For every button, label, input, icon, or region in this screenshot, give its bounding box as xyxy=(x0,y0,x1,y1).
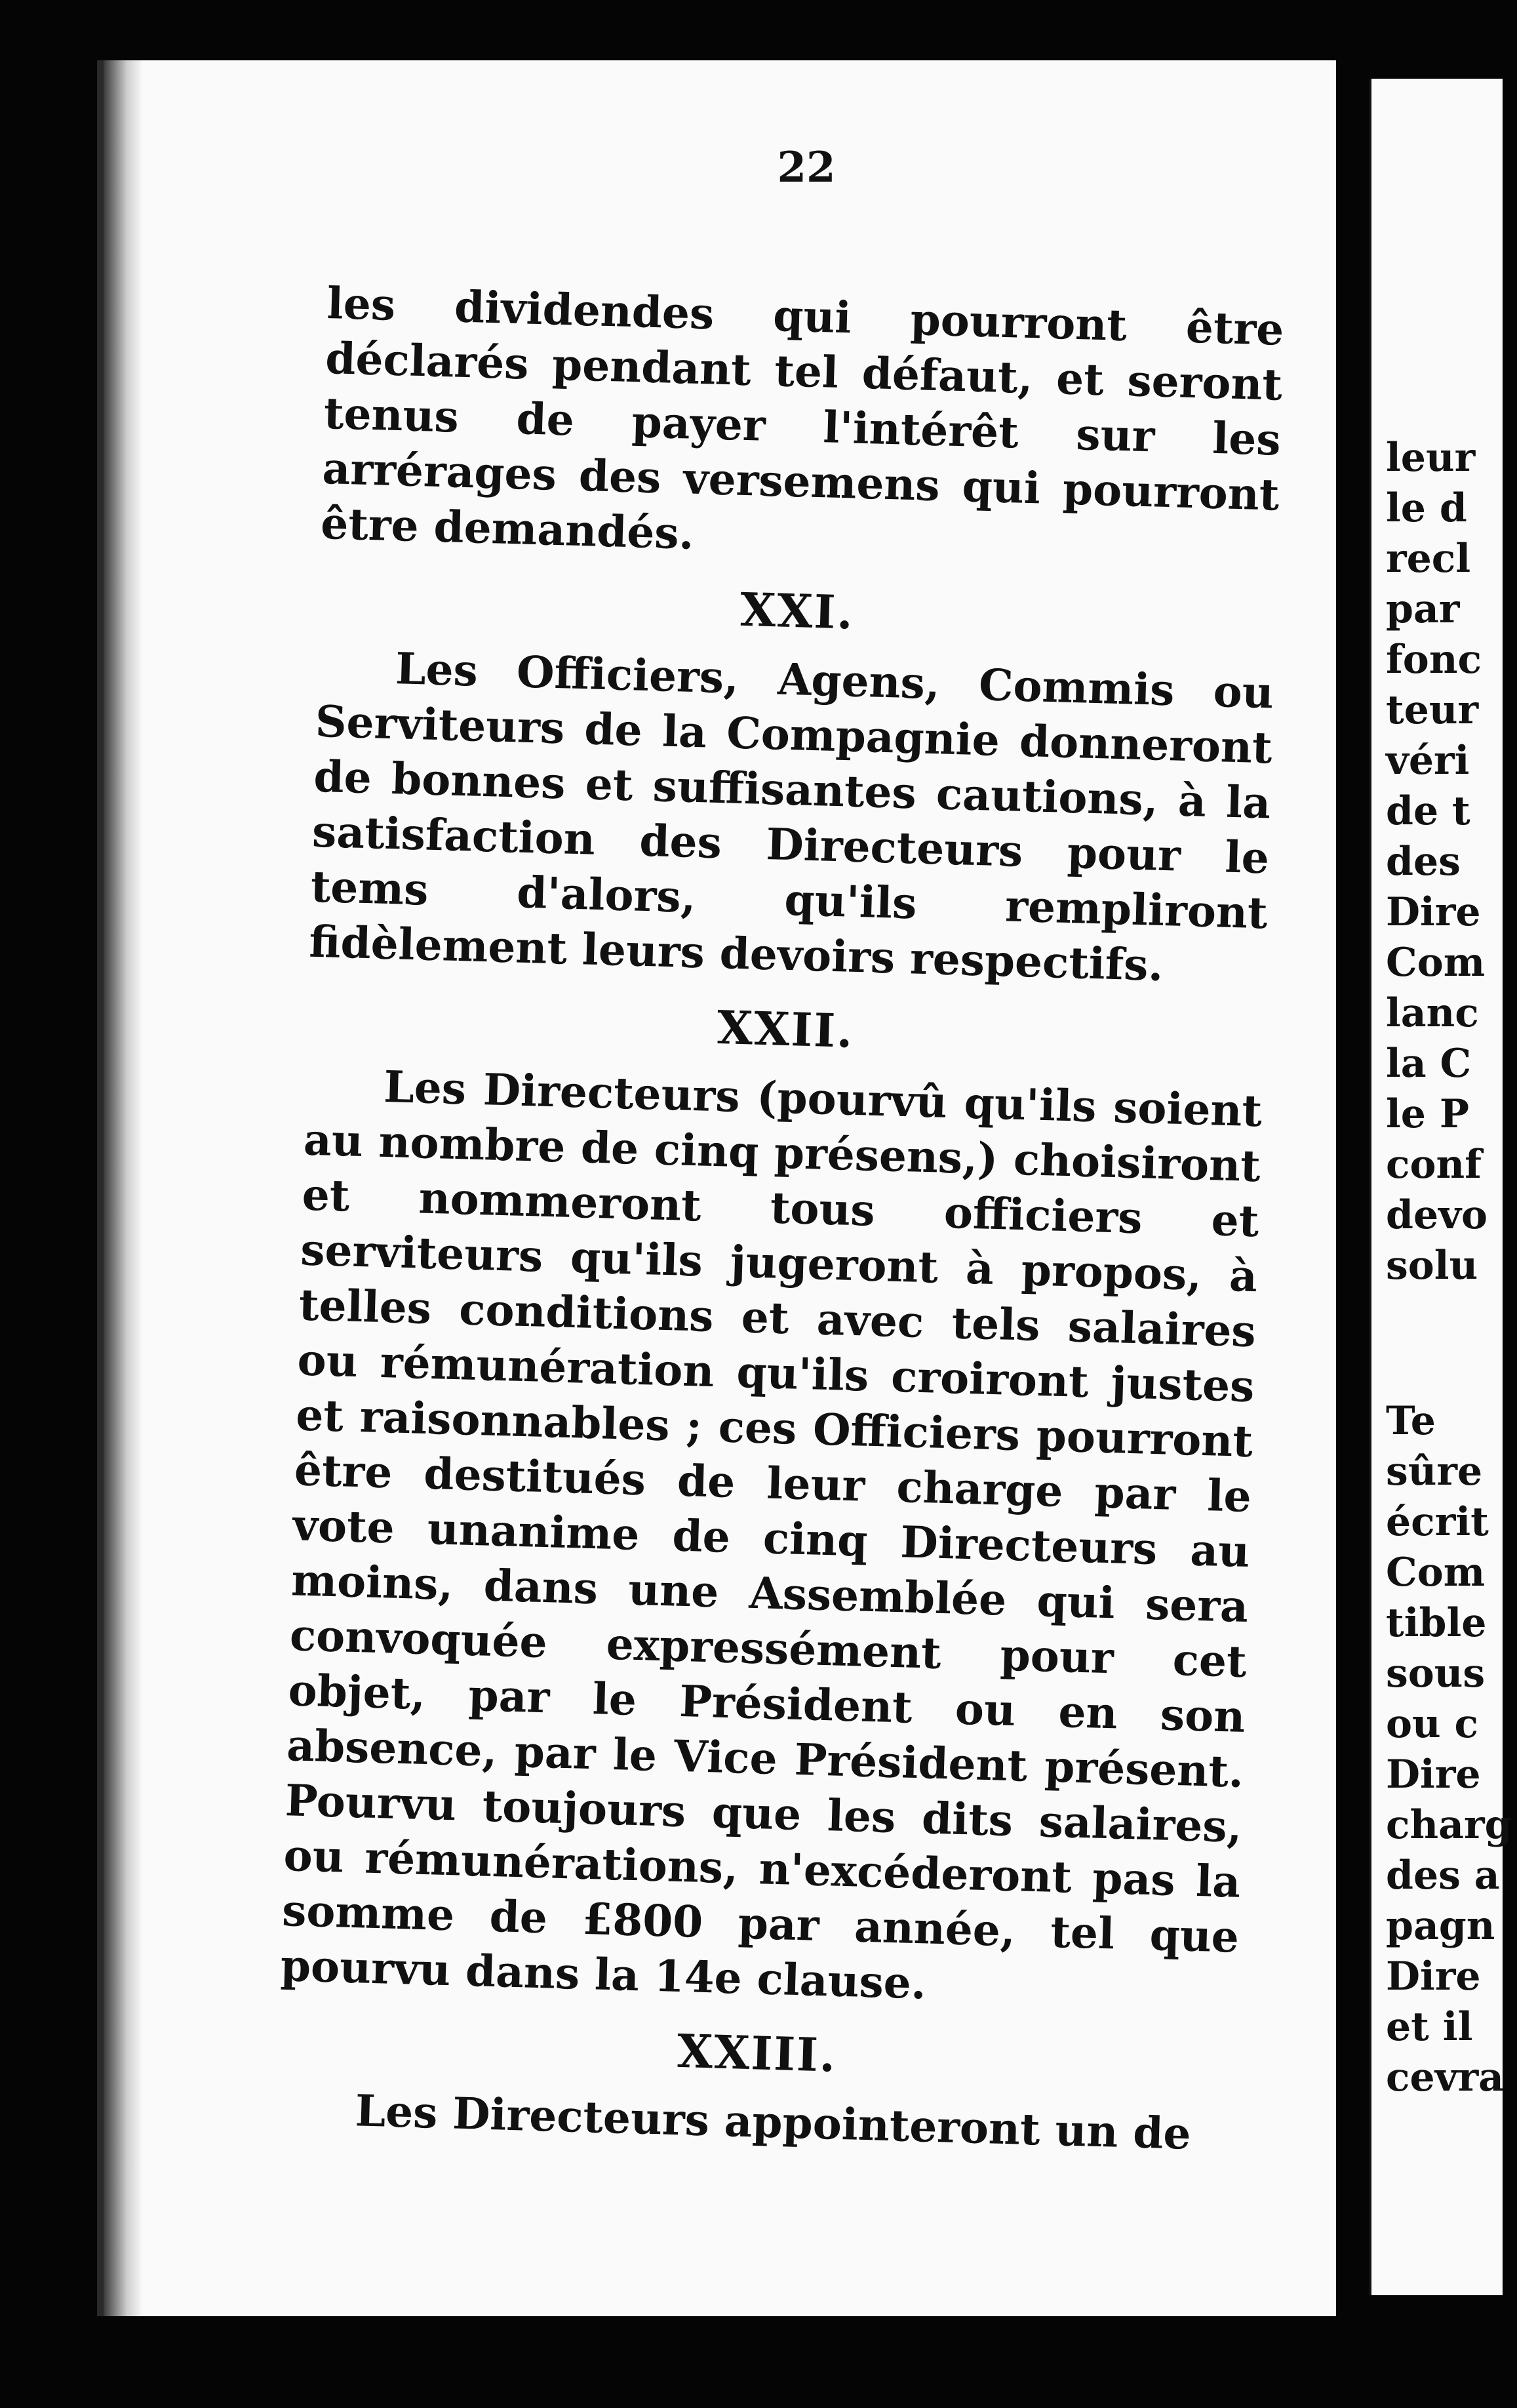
right-line: teur xyxy=(1386,687,1479,733)
right-line: le d xyxy=(1386,485,1467,531)
right-line: charg xyxy=(1386,1802,1512,1848)
right-line: solu xyxy=(1386,1243,1478,1289)
right-line: pagn xyxy=(1386,1903,1495,1949)
right-line: ou c xyxy=(1386,1701,1479,1747)
right-line: des xyxy=(1386,839,1461,885)
right-line: véri xyxy=(1386,738,1470,784)
right-line: des a xyxy=(1386,1853,1500,1898)
right-line: leur xyxy=(1386,435,1476,481)
right-line: Com xyxy=(1386,940,1486,986)
right-line: et il xyxy=(1386,2004,1473,2050)
right-page-gap xyxy=(1386,1291,1517,1396)
right-line: devo xyxy=(1386,1192,1488,1238)
right-page-text xyxy=(1386,433,1517,2103)
page-text xyxy=(276,275,1285,2163)
right-line: sous xyxy=(1386,1651,1486,1696)
page-number: 22 xyxy=(777,143,836,192)
right-line: de t xyxy=(1386,788,1470,834)
article-heading-xxii: XXII. xyxy=(716,1000,855,1058)
right-line: sûre xyxy=(1386,1449,1483,1495)
right-line: le P xyxy=(1386,1091,1469,1137)
paragraph-continuation: les dividendes qui pourront être déclarés pendant tel défaut, et seront tenus de payer l'intérêt sur les arrérages des versemens qui pourront être demandés. xyxy=(320,277,1285,559)
right-line: recl xyxy=(1386,536,1471,582)
article-heading-xxi: XXI. xyxy=(739,582,855,640)
right-line: Dire xyxy=(1386,1954,1481,1999)
paragraph-article-xxi: Les Officiers, Agens, Commis ou Serviteurs de la Compagnie donneront de bonnes et suffisantes cautions, à la satisfaction des Directeurs pour le tems d'alors, qu'ils rempliront fidèlement leurs devoirs respectifs. xyxy=(308,643,1274,991)
right-line: la C xyxy=(1386,1041,1472,1087)
right-line: Dire xyxy=(1386,889,1481,935)
right-line: écrit xyxy=(1386,1499,1489,1545)
right-line: fonc xyxy=(1386,637,1482,683)
right-line: Dire xyxy=(1386,1752,1481,1797)
right-page xyxy=(1369,79,1512,2295)
right-line: tible xyxy=(1386,1600,1487,1646)
right-line: cevra xyxy=(1386,2055,1505,2100)
right-line: conf xyxy=(1386,1142,1482,1188)
book-gutter xyxy=(104,60,143,2316)
paragraph-article-xxii: Les Directeurs (pourvû qu'ils soient au nombre de cinq présens,) choisiront et nommeront tous officiers et serviteurs qu'ils jugeront à propos, à telles conditions et avec tels salaires ou rémunération qu'ils croiront justes et raisonnables ; ces Officiers pourront être destitués de leur charge par le vote unanime de cinq Directeurs au moins, dans une Assemblée qui sera convoquée expressément pour cet objet, par le Président ou en son absence, par le Vice Président présent. Pourvu toujours que les dits salaires, ou rémunérations, n'excéderont pas la somme de £800 par année, tel que pourvu dans la 14e clause. xyxy=(279,1060,1263,2009)
article-heading-xxiii: XXIII. xyxy=(676,2023,838,2083)
right-line: lanc xyxy=(1386,990,1479,1036)
right-line: Com xyxy=(1386,1550,1486,1595)
right-line: Te xyxy=(1386,1398,1436,1444)
right-line: par xyxy=(1386,586,1460,632)
paragraph-article-xxiii: Les Directeurs appointeront un de xyxy=(354,2085,1192,2159)
